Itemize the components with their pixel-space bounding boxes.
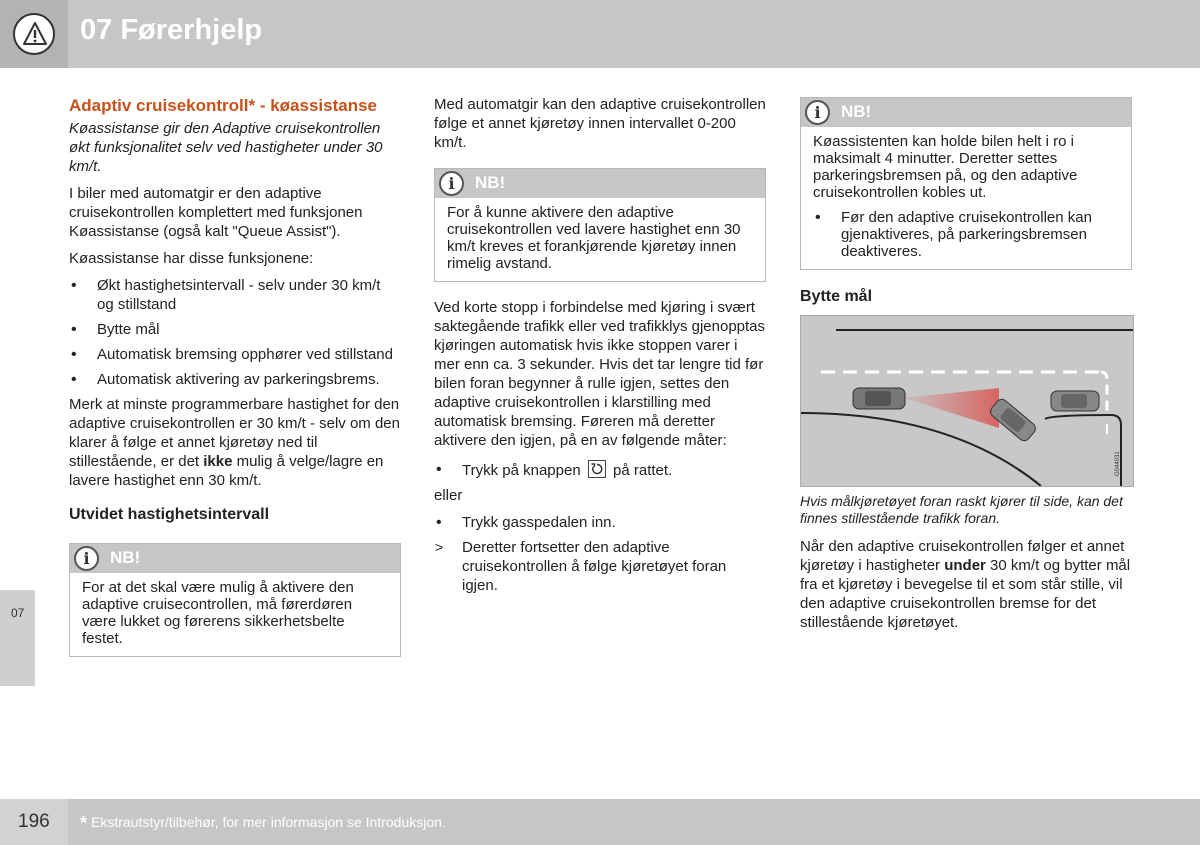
- subheading: Bytte mål: [800, 288, 873, 305]
- footnote-text: Ekstrautstyr/tilbehør, for mer informasjon se Introduksjon.: [91, 814, 446, 830]
- info-icon: i: [805, 100, 830, 125]
- list-item: • Automatisk bremsing opphører ved stillstand: [69, 345, 401, 364]
- diagram-code: G044031: [1115, 451, 1121, 476]
- nb-text: Køassistenten kan holde bilen helt i ro i maksimalt 4 minutter. Deretter settes parkeringsbremsen på, og den adaptive cruisekontrollen kobles ut. • Før den adaptive cruisekontrollen kan gjenaktiveres, på parkeringsbremsen deaktiveres.: [801, 127, 1131, 269]
- own-car-icon: [853, 388, 905, 409]
- column-3: [800, 95, 1132, 640]
- subheading: Utvidet hastighetsintervall: [69, 506, 270, 523]
- footnote: [80, 813, 446, 834]
- warning-triangle-icon: [13, 13, 55, 55]
- road-illustration: [801, 316, 1134, 487]
- diagram-caption: Hvis målkjøretøyet foran raskt kjører til side, kan det finnes stillestående trafikk foran.: [800, 493, 1123, 526]
- chapter-side-tab: [0, 590, 35, 686]
- page-footer: [0, 799, 1200, 845]
- list-item: • Bytte mål: [69, 320, 401, 339]
- intro-text: Køassistanse gir den Adaptive cruisekontrollen økt funksjonalitet selv ved hastigheter under 30 km/t.: [69, 120, 383, 175]
- nb-text: For å kunne aktivere den adaptive cruisekontrollen ved lavere hastighet enn 30 km/t kreves et forankjørende kjøretøy innen rimelig avstand.: [447, 204, 741, 272]
- chapter-header: [0, 0, 1200, 68]
- nb-note-box: [800, 97, 1132, 270]
- nb-label: NB!: [841, 102, 872, 121]
- nb-list: [813, 209, 1119, 260]
- chapter-title: 07 Førerhjelp: [80, 14, 263, 46]
- nb-text: For at det skal være mulig å aktivere den adaptive cruisecontrollen, må førerdøren være lukket og førerens sikkerhetsbelte festet.: [82, 579, 354, 647]
- feature-list: [69, 276, 401, 389]
- paragraph: Med automatgir kan den adaptive cruisekontrollen følge et annet kjøretøy innen intervallet 0-200 km/t.: [434, 96, 766, 151]
- nb-label: NB!: [110, 548, 141, 567]
- nb-header: [801, 98, 1131, 127]
- action-list: [434, 460, 766, 480]
- section-heading: Adaptiv cruisekontroll* - køassistanse: [69, 96, 377, 115]
- paragraph: Ved korte stopp i forbindelse med kjøring i svært saktegående trafikk eller ved trafikklys gjenopptas kjøringen automatisk hvis ikke stoppen varer i mer enn ca. 3 sekunder. Hvis det tar lengre tid før bilen foran begynner å rulle igjen, settes den adaptive cruisekontrollen i klarstilling med automatisk bremsing. Føreren må deretter aktivere den igjen, på en av følgende måter:: [434, 299, 766, 449]
- nb-header: [435, 169, 765, 198]
- action-list: [434, 513, 766, 595]
- resume-arrow-icon: [588, 460, 606, 478]
- nb-note-box: [434, 168, 766, 282]
- paragraph: I biler med automatgir er den adaptive cruisekontrollen komplettert med funksjonen Køassistanse (også kalt "Queue Assist").: [69, 185, 363, 240]
- list-item: • Automatisk aktivering av parkeringsbrems.: [69, 370, 401, 389]
- stopped-car-icon: [1051, 391, 1099, 411]
- emphasis: under: [944, 557, 986, 574]
- side-tab-label: 07: [11, 606, 25, 620]
- footnote-star: *: [80, 813, 88, 833]
- target-change-diagram: [800, 315, 1134, 487]
- header-icon-box: [0, 0, 68, 68]
- list-item: • Trykk gasspedalen inn.: [434, 513, 766, 532]
- paragraph: Køassistanse har disse funksjonene:: [69, 250, 314, 267]
- or-text: eller: [434, 487, 463, 504]
- page-number: 196: [18, 811, 50, 832]
- nb-header: [70, 544, 400, 573]
- paragraph: Merk at minste programmerbare hastighet for den adaptive cruisekontrollen er 30 km/t - selv om den klarer å følge et annet kjøretøy ned til stillestående, er det ikke mulig å velge/lagre en lavere hastighet enn 30 km/t.: [69, 396, 400, 489]
- column-2: [434, 95, 766, 601]
- result-item: > Deretter fortsetter den adaptive cruisekontrollen å følge kjøretøyet foran igjen.: [434, 538, 766, 595]
- info-icon: i: [439, 171, 464, 196]
- list-item: • Trykk på knappen på rattet.: [434, 460, 766, 480]
- page-number-box: [0, 799, 68, 845]
- paragraph: Når den adaptive cruisekontrollen følger et annet kjøretøy i hastigheter under 30 km/t og bytter mål fra et kjøretøy i bevegelse til et som står stille, vil den adaptive cruisekontrollen bremse for det stillestående kjøretøyet.: [800, 538, 1131, 631]
- nb-label: NB!: [475, 173, 506, 192]
- emphasis: ikke: [203, 453, 233, 470]
- column-1: [69, 95, 401, 671]
- list-item: • Før den adaptive cruisekontrollen kan gjenaktiveres, på parkeringsbremsen deaktiveres.: [813, 209, 1119, 260]
- nb-note-box: [69, 543, 401, 657]
- info-icon: i: [74, 546, 99, 571]
- list-item: • Økt hastighetsintervall - selv under 30 km/t og stillstand: [69, 276, 401, 314]
